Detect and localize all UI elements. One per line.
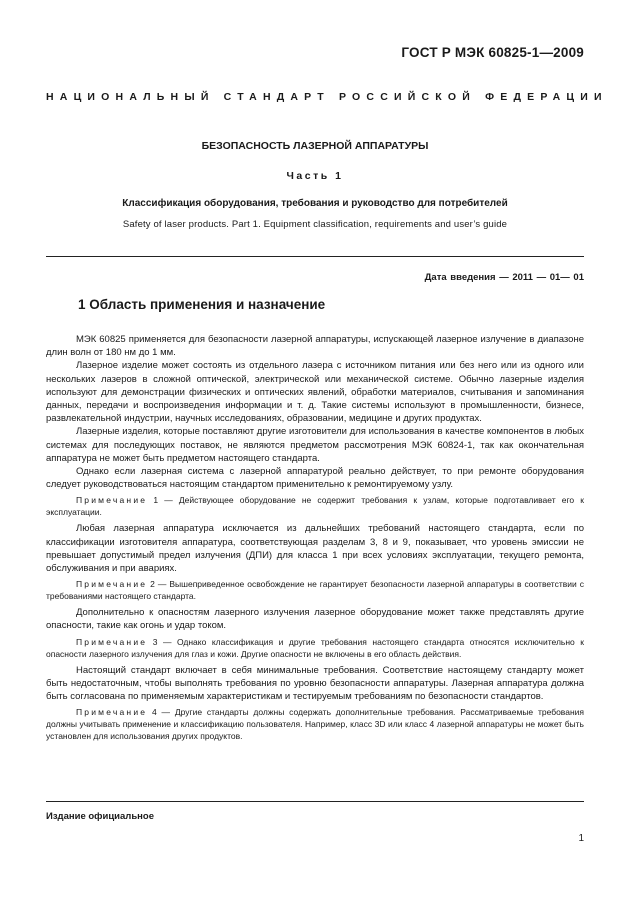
paragraph: МЭК 60825 применяется для безопасности лазерной аппаратуры, испускающей лазерное излучение в диапазоне длин волн от 180 нм до 1 мм. bbox=[46, 334, 584, 359]
official-edition-label: Издание официальное bbox=[46, 811, 154, 822]
note-2 bbox=[46, 578, 584, 602]
paragraph: Настоящий стандарт включает в себя минимальные требования. Соответствие настоящему стандарту может быть недостаточным, чтобы выполнять требования по уровню безопасности аппаратуры. Лазерная аппаратура должна быть согласована по применяемым характеристикам и тестируемым требованиям по безопасности стандартов. bbox=[46, 664, 584, 703]
note-label: Примечание bbox=[76, 495, 148, 506]
paragraph: Однако если лазерная система с лазерной аппаратурой реально действует, то при ремонте оборудования следует руководствоваться настоящим стандартом применительно к ремонтируемому узлу. bbox=[46, 466, 584, 491]
note-label: Примечание bbox=[76, 579, 148, 590]
introduction-date: Дата введения — 2011 — 01— 01 bbox=[424, 272, 584, 283]
section-heading: 1 Область применения и назначение bbox=[78, 297, 326, 312]
bottom-divider bbox=[46, 801, 584, 802]
paragraph: Лазерные изделия, которые поставляют другие изготовители для использования в качестве компонентов в любых системах для последующих поставок, не являются предметом рассмотрения МЭК 60824-1, так как окончательная аппаратура не может быть предметом настоящего стандарта. bbox=[46, 426, 584, 464]
paragraph: Дополнительно к опасностям лазерного излучения лазерное оборудование может также представлять другие опасности, такие как огонь и удар током. bbox=[46, 607, 584, 632]
national-standard-banner: НАЦИОНАЛЬНЫЙ СТАНДАРТ РОССИЙСКОЙ ФЕДЕРАЦИИ bbox=[46, 91, 608, 103]
note-1 bbox=[46, 494, 584, 518]
document-subtitle: Классификация оборудования, требования и руководство для потребителей bbox=[122, 198, 508, 209]
paragraph: Любая лазерная аппаратура исключается из дальнейших требований настоящего стандарта, если по классификации изготовителя аппаратура, соответствующая разделам 3, 8 и 9, показывает, что уровень эмиссии не превышает допустимый предел излучения (ДПИ) для класса 1 при всех условиях эксплуатации, текущего ремонта, обслуживания и при авариях. bbox=[46, 523, 584, 575]
note-label: Примечание bbox=[76, 636, 148, 647]
note-text: 4 — Другие стандарты должны содержать дополнительные требования. Рассматриваемые требования должны учитывать применение и классификацию пользователя. Например, класс 3D или класс 4 лазерной аппаратуры не может быть установлен для использования других продуктов. bbox=[46, 707, 584, 742]
note-4 bbox=[46, 706, 584, 742]
note-3 bbox=[46, 636, 584, 660]
body-text bbox=[46, 333, 584, 746]
part-label: Часть 1 bbox=[286, 170, 344, 182]
note-text: 1 — Действующее оборудование не содержит требования к узлам, которые подготавливает его к эксплуатации. bbox=[46, 495, 584, 518]
standard-number: ГОСТ Р МЭК 60825-1—2009 bbox=[401, 45, 584, 60]
top-divider bbox=[46, 256, 584, 257]
page-number: 1 bbox=[578, 833, 584, 844]
note-text: 2 — Вышеприведенное освобождение не гарантирует безопасности лазерной аппаратуры в соответствии с требованиями настоящего стандарта. bbox=[46, 579, 584, 602]
note-text: 3 — Однако классификация и другие требования настоящего стандарта относятся исключительно к опасности лазерного излучения для глаз и кожи. Другие опасности не включены в его область действия. bbox=[46, 636, 584, 659]
note-label: Примечание bbox=[76, 707, 148, 718]
document-title: БЕЗОПАСНОСТЬ ЛАЗЕРНОЙ АППАРАТУРЫ bbox=[201, 140, 429, 152]
paragraph: Лазерное изделие может состоять из отдельного лазера с источником питания или без него или из одного или нескольких лазеров в сложной оптической, электрической или механической системе. Обычно лазерные изделия используют для демонстрации физических и оптических явлений, обработки материалов, считывания и запоминания данных, передачи и воспроизведения информации и т. д. Такие системы используют в промышленности, бизнесе, развлекательной индустрии, научных исследованиях, образовании, медицине и других продуктах. bbox=[46, 360, 584, 425]
english-title: Safety of laser products. Part 1. Equipment classification, requirements and user’s guide bbox=[122, 219, 508, 230]
